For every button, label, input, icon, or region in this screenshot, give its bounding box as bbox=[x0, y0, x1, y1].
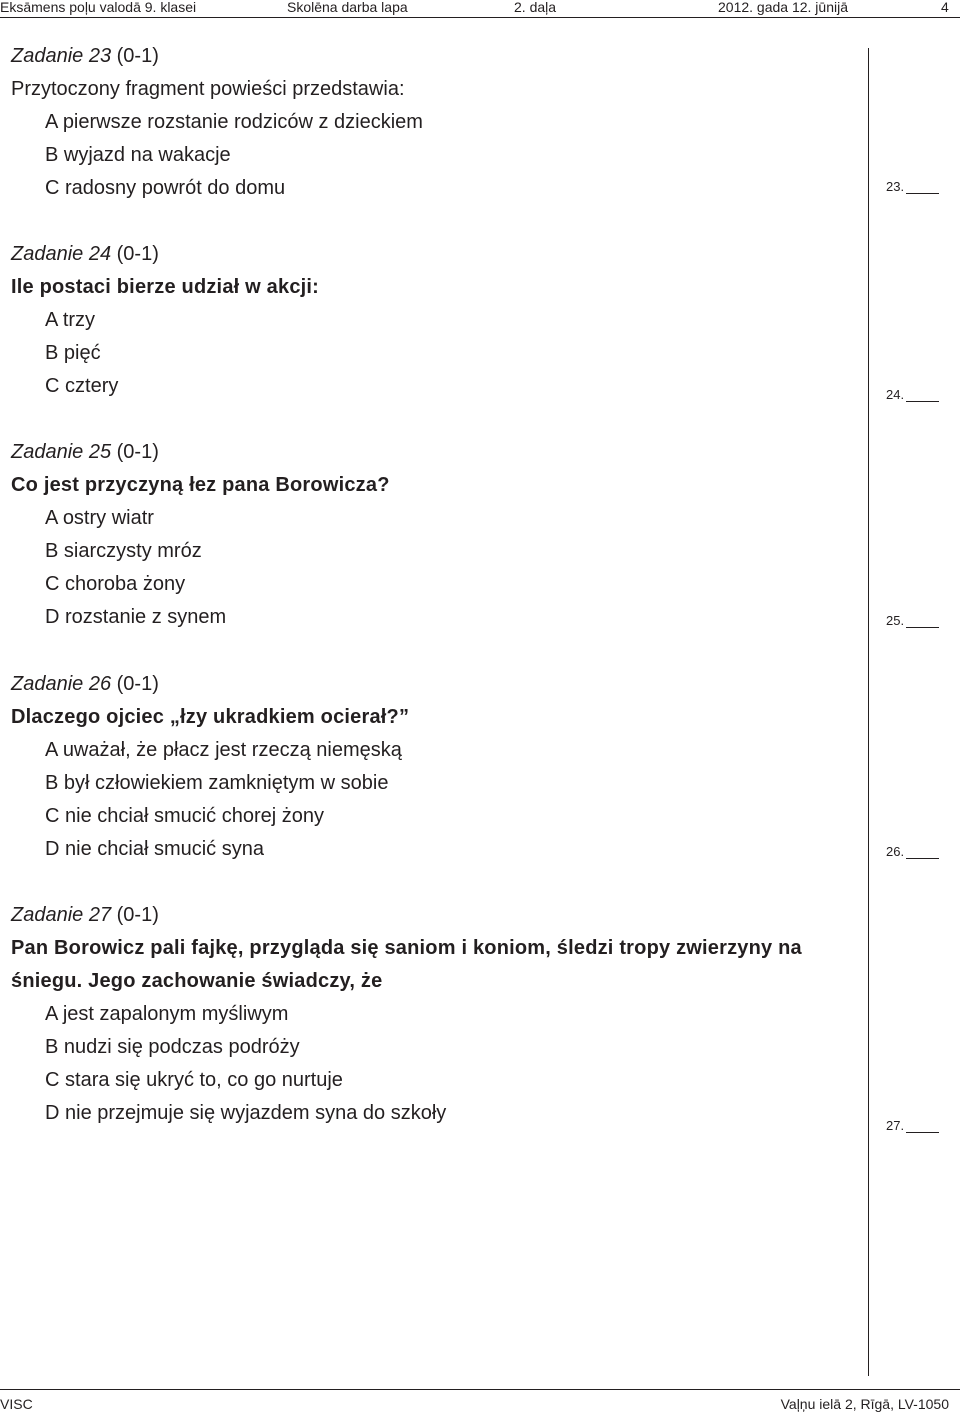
answer-slot-25[interactable] bbox=[886, 614, 939, 628]
option-letter: C bbox=[45, 573, 60, 595]
task-title bbox=[11, 899, 861, 932]
option-letter: C bbox=[45, 1069, 60, 1091]
option-c[interactable] bbox=[11, 568, 861, 601]
answer-label: 27. bbox=[886, 1118, 905, 1133]
option-a[interactable] bbox=[11, 304, 861, 337]
option-text: nie chciał smucić syna bbox=[65, 838, 264, 860]
task-title bbox=[11, 40, 861, 73]
task-name: Zadanie 24 bbox=[11, 243, 112, 265]
task-points: (0-1) bbox=[116, 441, 159, 463]
option-b[interactable] bbox=[11, 767, 861, 800]
task-points: (0-1) bbox=[116, 45, 159, 67]
task-points: (0-1) bbox=[116, 243, 159, 265]
task-title bbox=[11, 436, 861, 469]
option-c[interactable] bbox=[11, 370, 861, 403]
option-a[interactable] bbox=[11, 998, 861, 1031]
option-letter: C bbox=[45, 177, 60, 199]
answer-label: 26. bbox=[886, 844, 905, 859]
task-25 bbox=[11, 436, 861, 634]
answer-blank[interactable] bbox=[906, 181, 939, 194]
option-text: rozstanie z synem bbox=[65, 606, 227, 628]
option-text: wyjazd na wakacje bbox=[63, 144, 231, 166]
option-text: uważał, że płacz jest rzeczą niemęską bbox=[62, 739, 402, 761]
option-text: pierwsze rozstanie rodziców z dzieckiem bbox=[62, 111, 423, 133]
answer-blank[interactable] bbox=[906, 615, 939, 628]
answer-label: 23. bbox=[886, 179, 905, 194]
option-letter: A bbox=[45, 309, 58, 331]
header-part: 2. daļa bbox=[514, 0, 557, 15]
answer-slot-27[interactable] bbox=[886, 1119, 939, 1133]
header-date: 2012. gada 12. jūnijā bbox=[718, 0, 848, 15]
option-text: nie chciał smucić chorej żony bbox=[65, 805, 325, 827]
option-letter: B bbox=[45, 772, 59, 794]
task-points: (0-1) bbox=[116, 673, 159, 695]
option-letter: B bbox=[45, 540, 59, 562]
answer-blank[interactable] bbox=[906, 1120, 939, 1133]
option-letter: B bbox=[45, 342, 59, 364]
option-a[interactable] bbox=[11, 106, 861, 139]
option-c[interactable] bbox=[11, 1064, 861, 1097]
option-text: jest zapalonym myśliwym bbox=[62, 1003, 289, 1025]
option-letter: D bbox=[45, 838, 60, 860]
answer-blank[interactable] bbox=[906, 389, 939, 402]
option-letter: C bbox=[45, 375, 60, 397]
task-23 bbox=[11, 40, 861, 205]
task-points: (0-1) bbox=[116, 904, 159, 926]
task-24 bbox=[11, 238, 861, 403]
option-text: radosny powrót do domu bbox=[65, 177, 286, 199]
option-b[interactable] bbox=[11, 139, 861, 172]
option-d[interactable] bbox=[11, 1097, 861, 1130]
header-sheet-title: Skolēna darba lapa bbox=[287, 0, 408, 15]
header-page-number: 4 bbox=[941, 0, 949, 15]
option-b[interactable] bbox=[11, 337, 861, 370]
option-text: nudzi się podczas podróży bbox=[63, 1036, 300, 1058]
footer-organization: VISC bbox=[0, 1396, 33, 1412]
option-letter: D bbox=[45, 606, 60, 628]
option-text: trzy bbox=[62, 309, 96, 331]
option-letter: A bbox=[45, 1003, 58, 1025]
answer-slot-24[interactable] bbox=[886, 388, 939, 402]
option-a[interactable] bbox=[11, 502, 861, 535]
task-name: Zadanie 23 bbox=[11, 45, 112, 67]
option-d[interactable] bbox=[11, 833, 861, 866]
task-name: Zadanie 26 bbox=[11, 673, 112, 695]
footer-address: Vaļņu ielā 2, Rīgā, LV-1050 bbox=[780, 1396, 949, 1412]
task-26 bbox=[11, 668, 861, 866]
answer-label: 24. bbox=[886, 387, 905, 402]
option-text: siarczysty mróz bbox=[63, 540, 202, 562]
option-text: był człowiekiem zamkniętym w sobie bbox=[63, 772, 389, 794]
option-letter: A bbox=[45, 739, 58, 761]
option-c[interactable] bbox=[11, 800, 861, 833]
task-title bbox=[11, 238, 861, 271]
option-letter: A bbox=[45, 507, 58, 529]
option-c[interactable] bbox=[11, 172, 861, 205]
task-name: Zadanie 27 bbox=[11, 904, 112, 926]
answer-blank[interactable] bbox=[906, 846, 939, 859]
option-text: ostry wiatr bbox=[62, 507, 154, 529]
task-27 bbox=[11, 899, 861, 1130]
header-divider bbox=[0, 17, 960, 18]
option-letter: A bbox=[45, 111, 58, 133]
option-text: stara się ukryć to, co go nurtuje bbox=[65, 1069, 343, 1091]
task-title bbox=[11, 668, 861, 701]
option-letter: B bbox=[45, 144, 59, 166]
option-text: pięć bbox=[63, 342, 101, 364]
task-question: Dlaczego ojciec „łzy ukradkiem ocierał?” bbox=[11, 706, 410, 728]
task-question: Co jest przyczyną łez pana Borowicza? bbox=[11, 474, 390, 496]
option-letter: C bbox=[45, 805, 60, 827]
answer-column-divider bbox=[868, 48, 869, 1376]
answer-slot-26[interactable] bbox=[886, 845, 939, 859]
task-name: Zadanie 25 bbox=[11, 441, 112, 463]
task-question: Przytoczony fragment powieści przedstawia: bbox=[11, 78, 405, 100]
option-b[interactable] bbox=[11, 535, 861, 568]
option-text: nie przejmuje się wyjazdem syna do szkoły bbox=[65, 1102, 447, 1124]
option-a[interactable] bbox=[11, 734, 861, 767]
option-text: cztery bbox=[65, 375, 119, 397]
footer-divider bbox=[0, 1389, 960, 1390]
answer-slot-23[interactable] bbox=[886, 180, 939, 194]
answer-label: 25. bbox=[886, 613, 905, 628]
task-question: Pan Borowicz pali fajkę, przygląda się saniom i koniom, śledzi tropy zwierzyny na śniegu. Jego zachowanie świadczy, że bbox=[11, 937, 802, 992]
option-text: choroba żony bbox=[65, 573, 186, 595]
option-letter: B bbox=[45, 1036, 59, 1058]
option-d[interactable] bbox=[11, 601, 861, 634]
task-question: Ile postaci bierze udział w akcji: bbox=[11, 276, 320, 298]
header-exam-title: Eksāmens poļu valodā 9. klasei bbox=[0, 0, 197, 15]
option-b[interactable] bbox=[11, 1031, 861, 1064]
option-letter: D bbox=[45, 1102, 60, 1124]
